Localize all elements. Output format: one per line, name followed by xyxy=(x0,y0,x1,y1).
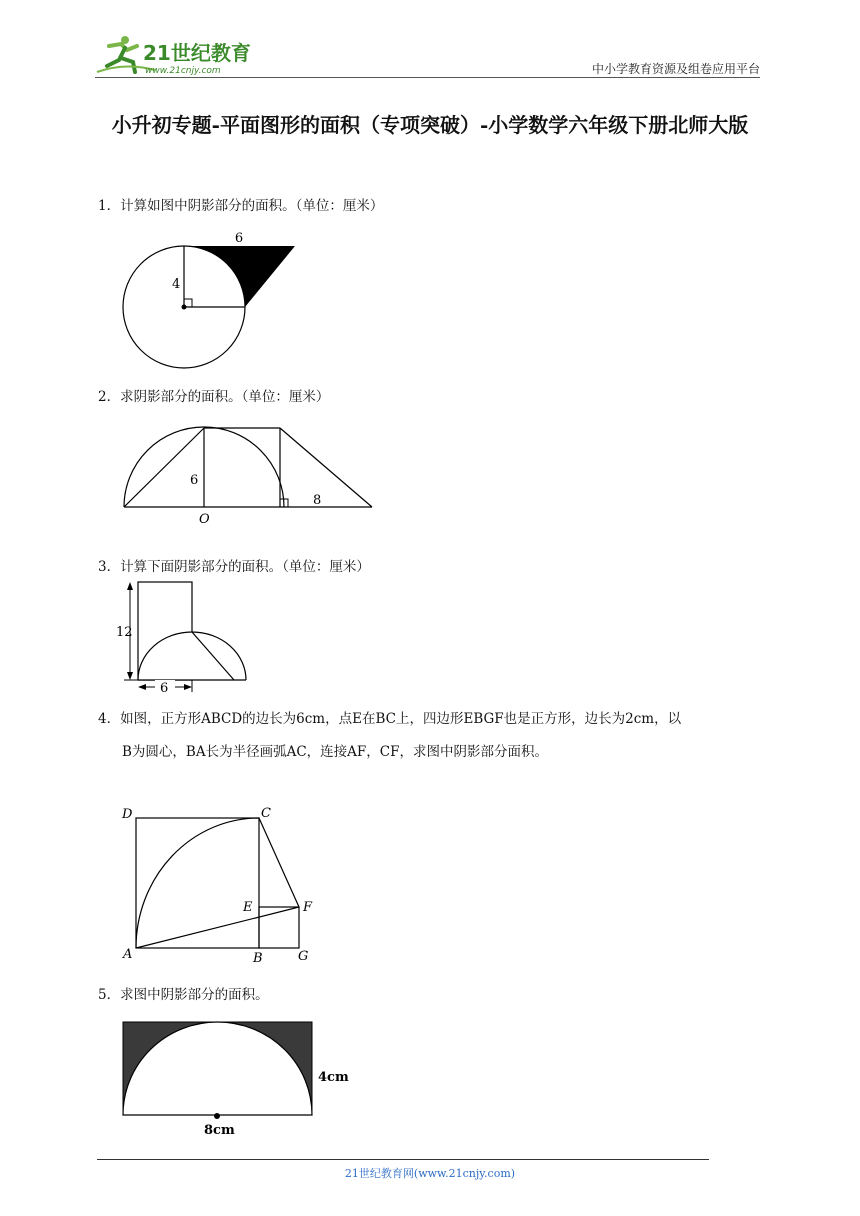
label-4: 4 xyxy=(172,277,181,292)
platform-name: 中小学教育资源及组卷应用平台 xyxy=(591,62,760,76)
diagonal-left xyxy=(124,428,204,507)
label-o: O xyxy=(199,512,210,527)
center-dot xyxy=(182,305,187,310)
segment-cf xyxy=(259,818,299,907)
semicircle xyxy=(138,632,246,680)
label-6: 6 xyxy=(190,473,199,488)
label-e: E xyxy=(243,900,253,915)
label-6: 6 xyxy=(234,231,244,246)
arrow-right xyxy=(184,684,192,690)
label-12: 12 xyxy=(116,625,133,640)
square-ebgf xyxy=(259,907,299,948)
triangle-hypotenuse xyxy=(280,428,372,507)
figure-3 xyxy=(110,578,260,696)
question-5: 5．求图中阴影部分的面积。 xyxy=(98,987,269,1003)
question-1: 1．计算如图中阴影部分的面积。（单位：厘米） xyxy=(98,198,384,214)
arrow-up xyxy=(127,582,133,590)
label-8cm: 8cm xyxy=(204,1123,235,1138)
label-a: A xyxy=(123,947,133,962)
label-b: B xyxy=(253,951,263,966)
figure-5 xyxy=(118,1018,363,1140)
logo-url: www.21cnjy.com xyxy=(145,66,221,76)
question-2: 2．求阴影部分的面积。（单位：厘米） xyxy=(98,389,330,405)
label-6: 6 xyxy=(160,681,169,696)
logo xyxy=(95,32,265,77)
footer: 21世纪教育网(www.21cnjy.com) xyxy=(344,1167,516,1180)
label-c: C xyxy=(261,806,271,821)
segment-af xyxy=(136,907,299,948)
label-8: 8 xyxy=(313,493,322,508)
arrow-left xyxy=(138,684,146,690)
label-4cm: 4cm xyxy=(318,1070,349,1085)
figure-4 xyxy=(118,803,323,968)
question-4 xyxy=(98,703,770,769)
arc-ac xyxy=(136,818,259,948)
question-4-line1: 4．如图，正方形ABCD的边长为6cm，点E在BC上，四边形EBGF也是正方形，边长为2cm，以 xyxy=(98,711,682,727)
center-dot xyxy=(214,1113,220,1119)
arrow-down xyxy=(127,672,133,680)
question-3: 3．计算下面阴影部分的面积。（单位：厘米） xyxy=(98,559,370,575)
label-f: F xyxy=(303,900,313,915)
logo-text: 21世纪教育 xyxy=(143,41,251,65)
square-abcd xyxy=(136,818,259,948)
question-4-line2: B为圆心，BA长为半径画弧AC，连接AF，CF，求图中阴影部分面积。 xyxy=(122,744,548,760)
figure-2 xyxy=(120,424,380,526)
label-d: D xyxy=(122,807,133,822)
header-divider xyxy=(95,77,760,78)
page-title: 小升初专题-平面图形的面积（专项突破）-小学数学六年级下册北师大版 xyxy=(111,113,749,137)
label-g: G xyxy=(298,949,309,964)
page-header xyxy=(95,32,760,77)
footer-divider xyxy=(97,1159,709,1160)
figure-1 xyxy=(120,225,300,370)
